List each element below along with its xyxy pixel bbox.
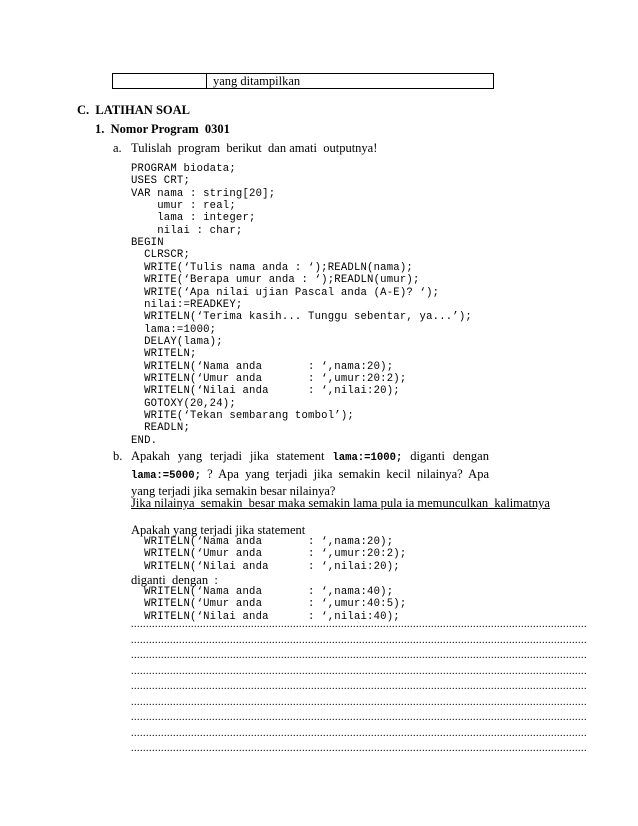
code-line: umur : real; [131, 200, 236, 213]
question-a-label: a. [113, 141, 122, 155]
code-line: GOTOXY(20,24); [131, 397, 236, 410]
code-line: nilai:=READKEY; [131, 298, 243, 311]
section-title: C. LATIHAN SOAL [77, 103, 190, 117]
code-line: WRITELN(‘Umur anda : ‘,umur:40:5); [131, 598, 407, 611]
output-table-row [112, 73, 494, 89]
question-b-text-2: diganti dengan [402, 449, 489, 463]
code-line: WRITELN; [131, 348, 197, 361]
code-line: nilai : char; [131, 224, 243, 237]
code-line: WRITELN(‘Nilai anda : ‘,nilai:20); [131, 560, 400, 573]
question-a-text: Tulislah program berikut dan amati outputnya! [131, 141, 378, 155]
answer-dotted-line[interactable]: ........................................................................................................................................................ [131, 743, 587, 754]
code-line: WRITELN(‘Umur anda : ‘,umur:20:2); [131, 372, 407, 385]
answer-dotted-line[interactable]: ........................................................................................................................................................ [131, 696, 587, 708]
code-line: WRITELN(‘Umur anda : ‘,umur:20:2); [131, 548, 407, 561]
code-line: lama : integer; [131, 212, 256, 225]
question-b-label: b. [113, 449, 123, 463]
code-line: CLRSCR; [131, 249, 191, 262]
code-line: WRITELN(‘Nilai anda : ‘,nilai:20); [131, 385, 400, 398]
question-b-text [131, 449, 489, 500]
code-line: USES CRT; [131, 175, 191, 188]
table-column-divider [206, 74, 207, 88]
code-line: WRITELN(‘Nama anda : ‘,nama:20); [131, 360, 394, 373]
code-line: WRITELN(‘Nama anda : ‘,nama:40); [131, 586, 394, 598]
question-b-text-1: Apakah yang terjadi jika statement [131, 449, 333, 463]
code-line: READLN; [131, 422, 191, 435]
code-lama-1000: lama:=1000; [332, 452, 403, 464]
answer-dotted-line[interactable]: ........................................................................................................................................................ [131, 634, 587, 646]
code-line: DELAY(lama); [131, 335, 223, 348]
code-line: WRITE(‘Berapa umur anda : ‘);READLN(umur); [131, 274, 420, 287]
answer-dotted-line[interactable]: ........................................................................................................................................................ [131, 650, 587, 661]
table-cell-text: yang ditampilkan [213, 74, 301, 88]
code-line: END. [131, 434, 158, 447]
item-title: 1. Nomor Program 0301 [95, 122, 230, 136]
code-line: WRITELN(‘Nilai anda : ‘,nilai:40); [131, 610, 400, 623]
question-b-answer: Jika nilainya semakin besar maka semakin lama pula ia memunculkan kalimatnya [131, 496, 550, 510]
code-line: VAR nama : string[20]; [131, 187, 276, 200]
answer-dotted-line[interactable]: ........................................................................................................................................................ [131, 619, 587, 630]
code-line: WRITELN(‘Nama anda : ‘,nama:20); [131, 536, 394, 548]
answer-dotted-line[interactable]: ........................................................................................................................................................ [131, 712, 587, 723]
answer-dotted-line[interactable]: ........................................................................................................................................................ [131, 681, 587, 692]
code-line: lama:=1000; [131, 323, 217, 336]
replaced-with-label: diganti dengan : [131, 573, 218, 587]
answer-dotted-line[interactable]: ........................................................................................................................................................ [131, 727, 587, 739]
answer-dotted-line[interactable]: ........................................................................................................................................................ [131, 665, 587, 677]
code-line: WRITELN(‘Terima kasih... Tunggu sebentar, ya...’); [131, 311, 472, 324]
code-line: BEGIN [131, 237, 164, 250]
code-line: WRITE(‘Tulis nama anda : ‘);READLN(nama); [131, 261, 413, 274]
question-b-text-3: ? Apa yang terjadi jika semakin kecil nilainya? Apa yang terjadi jika semakin besar nilainya? [131, 466, 489, 498]
code-line: PROGRAM biodata; [131, 163, 236, 175]
code-line: WRITE(‘Tekan sembarang tombol’); [131, 410, 354, 422]
question-c-intro: Apakah yang terjadi jika statement [131, 523, 306, 537]
code-lama-5000: lama:=5000; [131, 469, 201, 482]
code-line: WRITE(‘Apa nilai ujian Pascal anda (A-E)? ‘); [131, 286, 440, 299]
